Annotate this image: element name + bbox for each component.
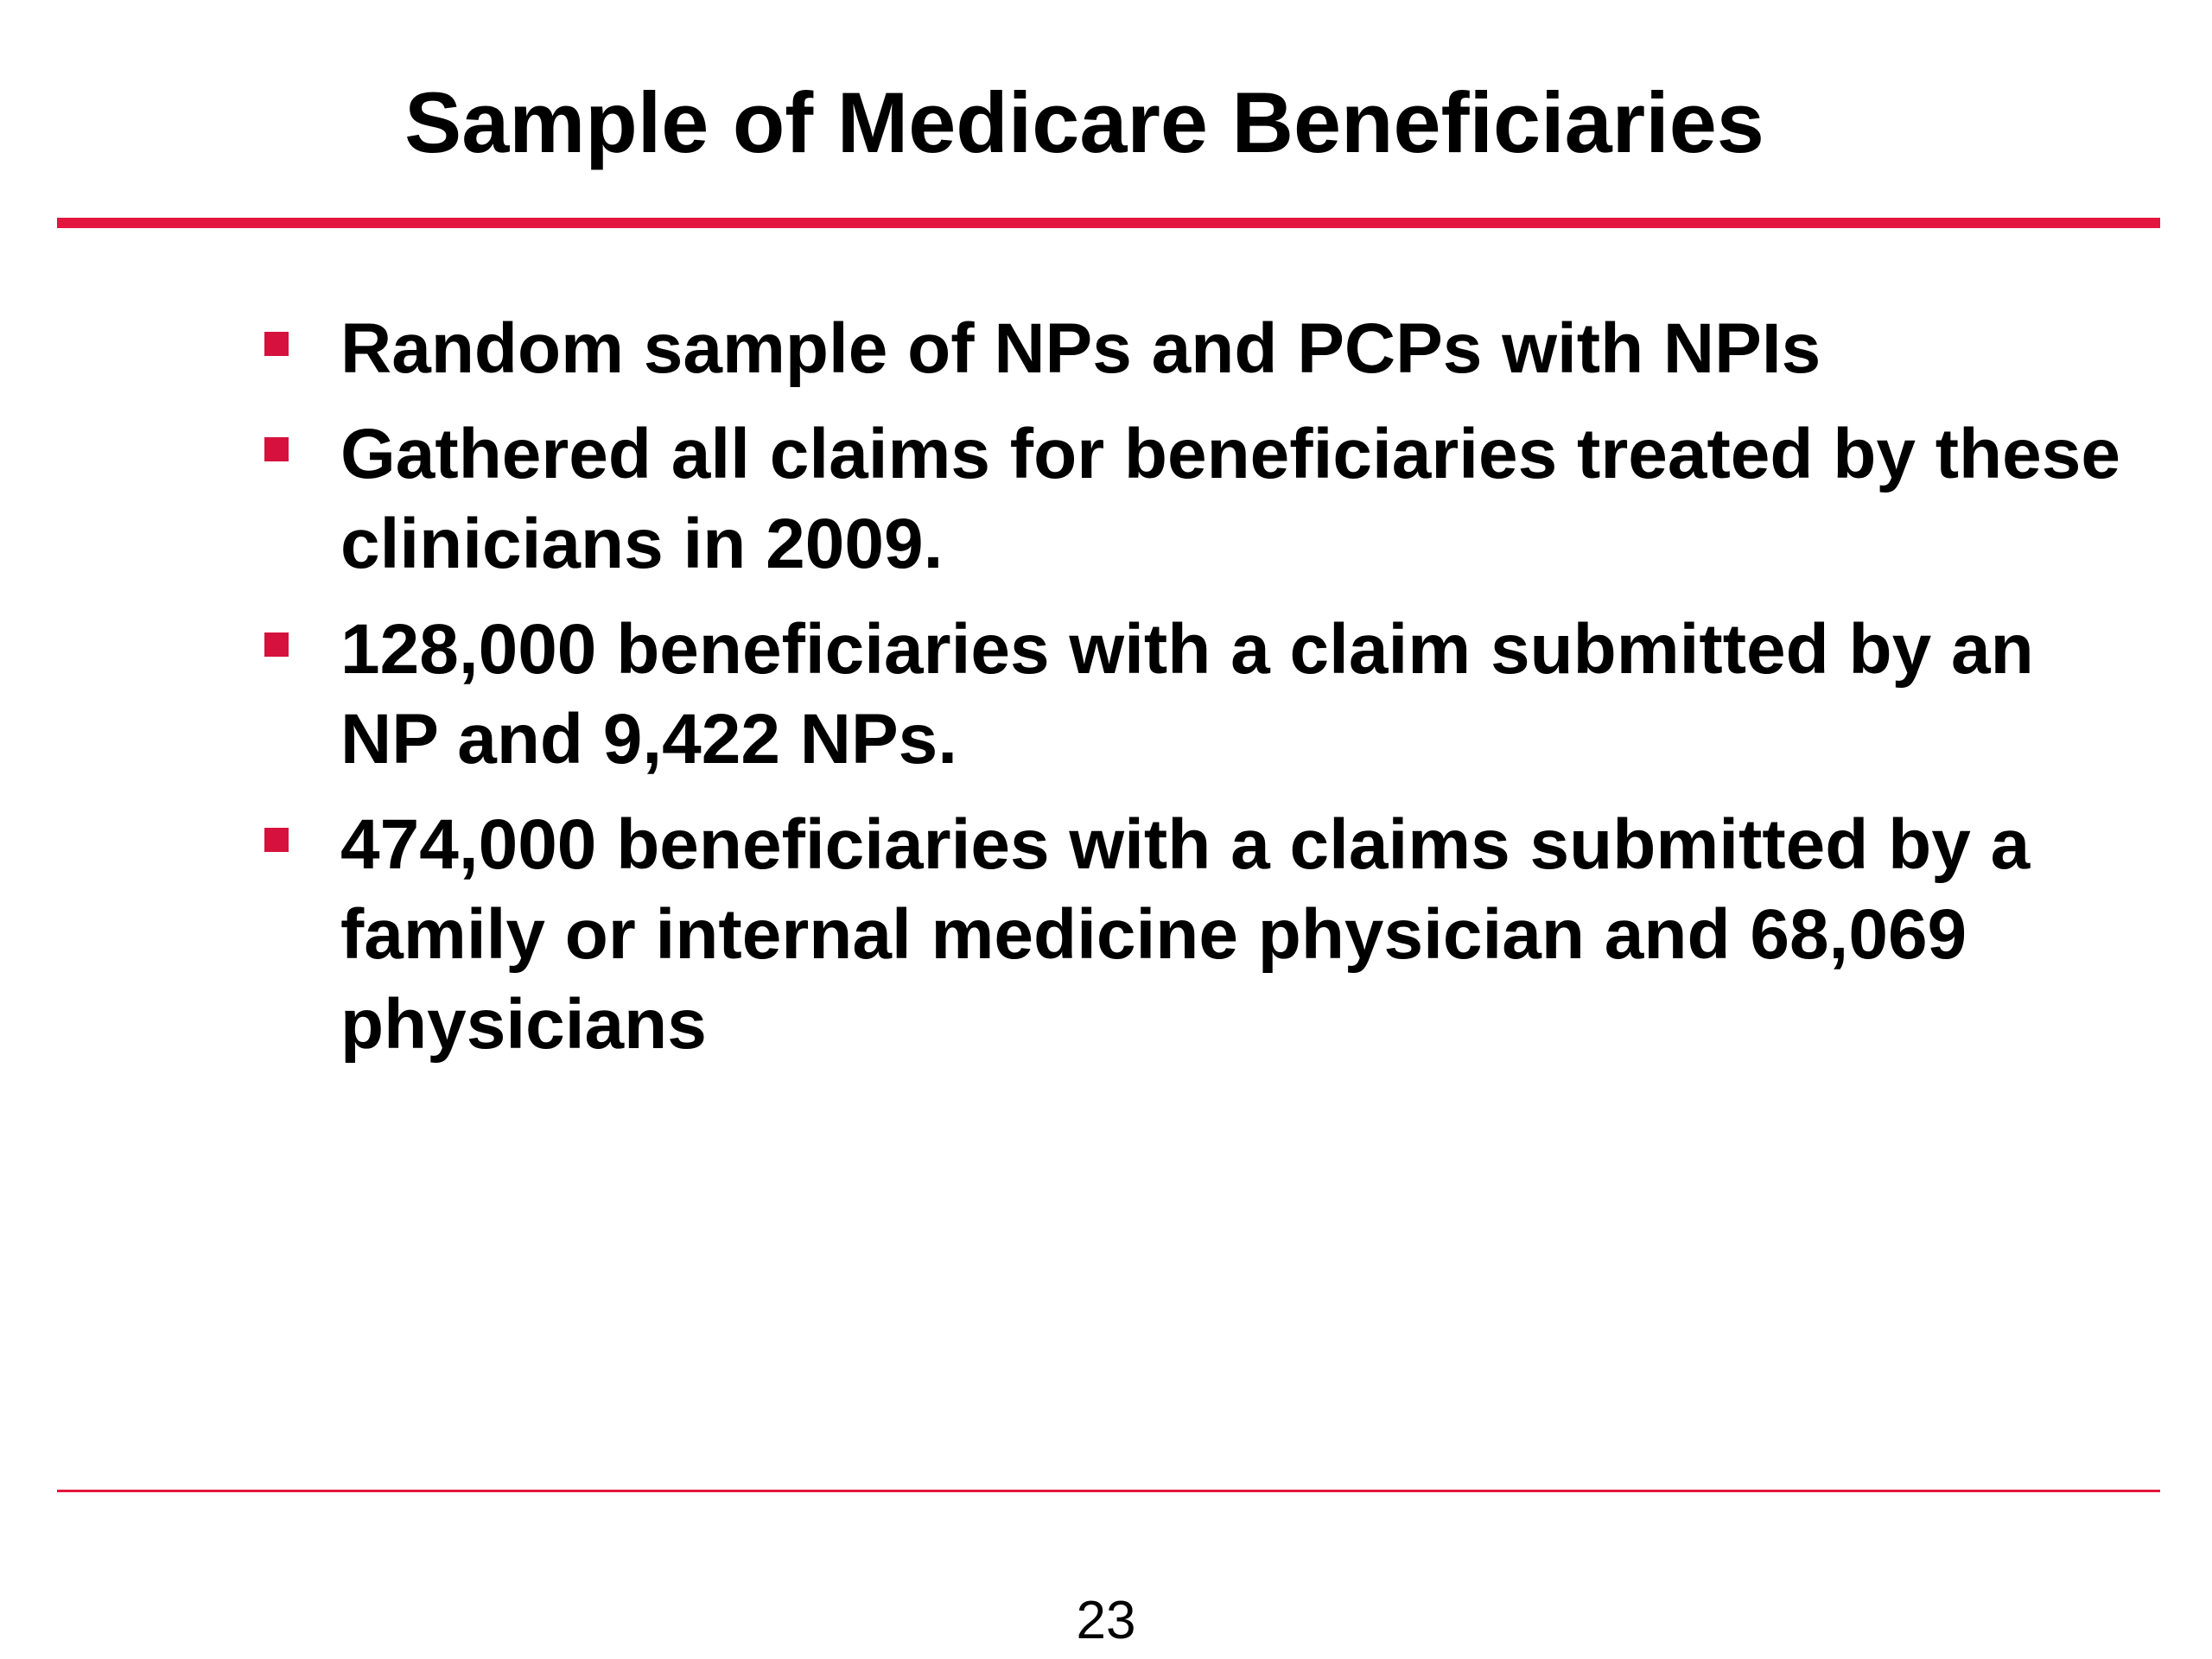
- bullet-list: [0, 304, 2212, 1085]
- footer-divider: [57, 1490, 2160, 1492]
- list-item: [0, 605, 2212, 785]
- square-bullet-icon: [264, 632, 289, 657]
- title-divider: [57, 218, 2160, 228]
- list-item: [0, 410, 2212, 589]
- bullet-text: Random sample of NPs and PCPs with NPIs: [340, 309, 1821, 388]
- list-item: [0, 304, 2212, 394]
- page-number: 23: [1076, 1591, 1136, 1650]
- bullet-text: 128,000 beneficiaries with a claim submitted by an NP and 9,422 NPs.: [340, 610, 2034, 779]
- square-bullet-icon: [264, 332, 289, 356]
- square-bullet-icon: [264, 437, 289, 461]
- bullet-text: Gathered all claims for beneficiaries treated by these clinicians in 2009.: [340, 415, 2120, 583]
- square-bullet-icon: [264, 828, 289, 852]
- bullet-text: 474,000 beneficiaries with a claims submitted by a family or internal medicine physician and 68,069 physicians: [340, 805, 2031, 1064]
- slide-title: Sample of Medicare Beneficiaries: [404, 74, 1764, 170]
- list-item: [0, 800, 2212, 1070]
